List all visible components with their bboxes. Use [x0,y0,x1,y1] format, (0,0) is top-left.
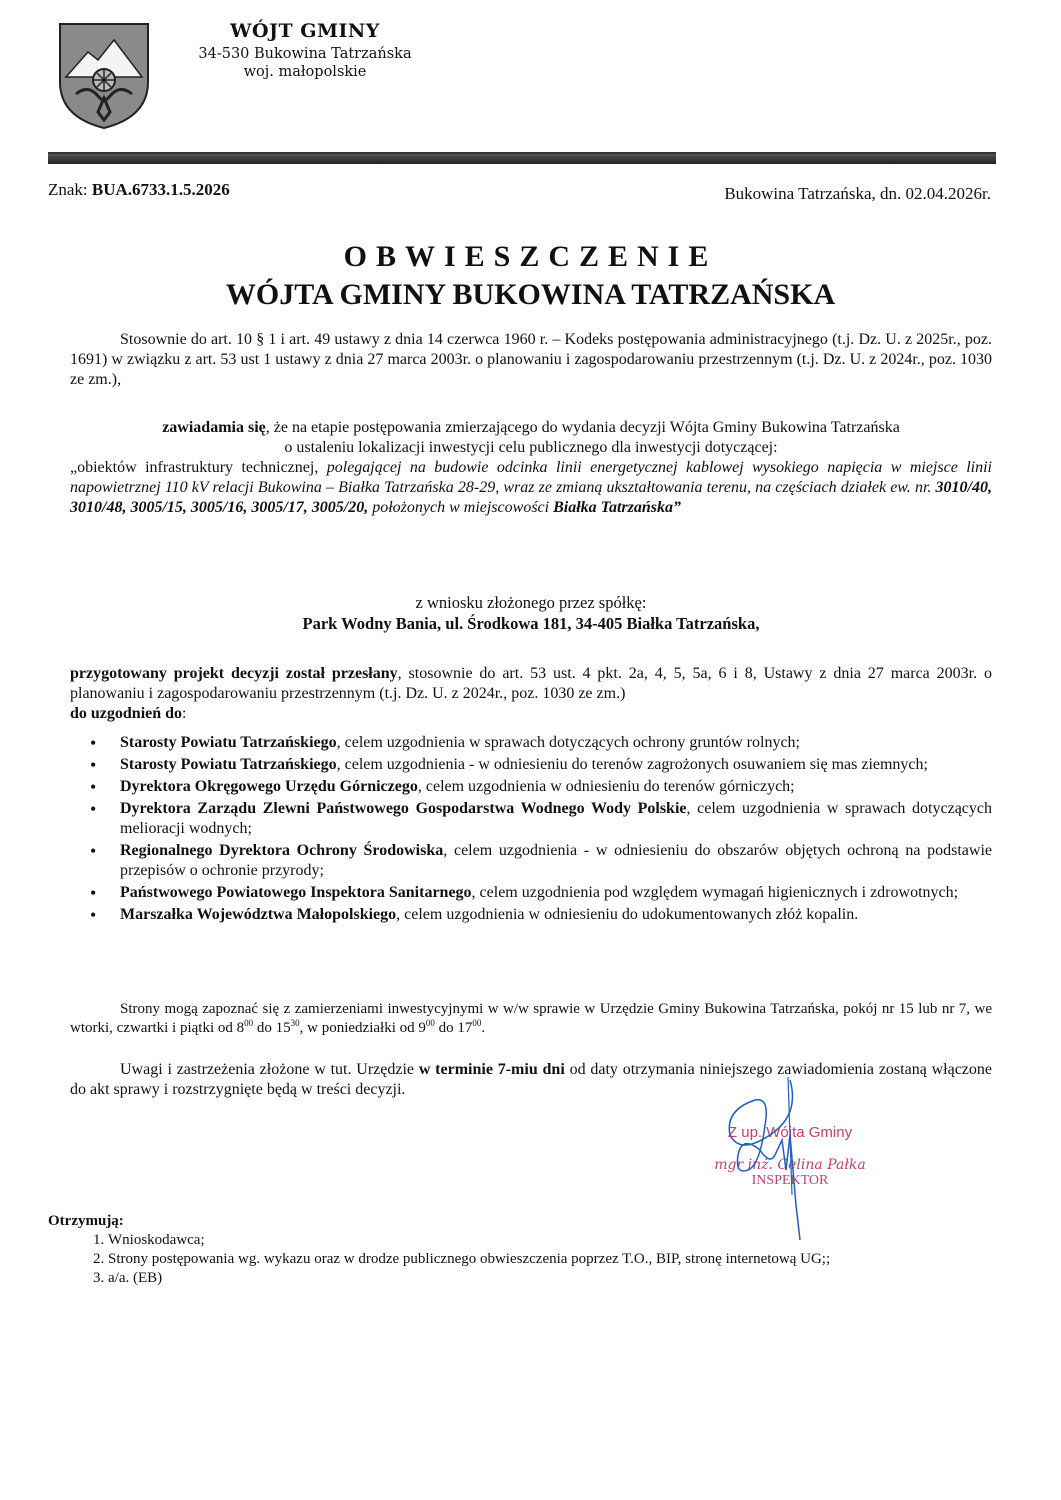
distribution-list [48,1212,830,1288]
recipient-purpose: , celem uzgodnienia w sprawach dotyczących ochrony gruntów rolnych; [336,734,800,751]
investment-description [70,458,992,518]
applicant-section [70,592,992,634]
title-line-2: WÓJTA GMINY BUKOWINA TATRZAŃSKA [225,278,836,311]
list-item [70,733,992,753]
hours-text: do 17 [434,1020,473,1036]
stamp-line-3: INSPEKTOR [751,1173,829,1188]
parcel-numbers: 3010/40, 3010/48, 3005/15, 3005/16, 3005/17, 3005/20, [70,479,992,516]
list-item [70,755,992,775]
applicant-name: Park Wodny Bania, ul. Środkowa 181, 34-405 Białka Tatrzańska, [302,614,760,633]
list-item [70,799,992,839]
recipient-name: Dyrektora Zarządu Zlewni Państwowego Gospodarstwa Wodnego Wody Polskie [120,800,687,817]
recipient-name: Dyrektora Okręgowego Urzędu Górniczego [120,778,418,795]
notice-bold: zawiadamia się [162,419,266,436]
remarks-text: od daty otrzymania niniejszego zawiadomienia zostaną włączone do akt sprawy i rozstrzygnięte będą w treści decyzji. [70,1061,993,1098]
recipient-name: Państwowego Powiatowego Inspektora Sanitarnego [120,884,472,901]
list-item: 3. a/a. (EB) [108,1269,830,1288]
reference-number [48,180,230,200]
notice-section [70,418,992,518]
list-item: 1. Wnioskodawca; [108,1231,830,1250]
list-item [70,905,992,925]
recipient-name: Starosty Powiatu Tatrzańskiego [120,756,337,773]
intro-paragraph: Stosownie do art. 10 § 1 i art. 49 ustawy z dnia 14 czerwca 1960 r. – Kodeks postępowania administracyjnego (t.j. Dz. U. z 2025r., poz. 1691) w związku z art. 53 ust 1 ustawy z dnia 27 marca 2003r. o planowaniu i zagospodarowaniu przestrzennym (t.j. Dz. U. z 2024r., poz. 1030 ze zm.), [70,331,992,388]
located-text: położonych w miejscowości [368,499,554,516]
hours-sup: 30 [290,1018,300,1028]
hours-sup: 00 [472,1018,482,1028]
remarks-paragraph [70,1060,992,1100]
recipient-purpose: , celem uzgodnienia w odniesieniu do terenów górniczych; [417,778,795,795]
header-divider [48,152,996,164]
office-name: WÓJT GMINY [230,20,380,42]
recipient-purpose: , celem uzgodnienia w sprawach dotyczących melioracji wodnych; [120,800,993,837]
recipient-name: Regionalnego Dyrektora Ochrony Środowiska [120,842,444,859]
hours-sup: 00 [425,1018,435,1028]
sent-paragraph [70,664,992,724]
recipient-purpose: , celem uzgodnienia w odniesieniu do udokumentowanych złóż kopalin. [396,906,859,923]
title-line-1: OBWIESZCZENIE [343,240,718,273]
recipient-name: Starosty Powiatu Tatrzańskiego [120,734,337,751]
quote-italic: polegającej na budowie odcinka linii energetycznej kablowej wysokiego napięcia w miejsce linii napowietrznej 110 kV relacji Bukowina – Białka Tatrzańska 28-29, wraz ze zmianą ukształtowania terenu, na częściach działek ew. nr. [70,459,993,496]
recipients-list [70,733,992,927]
quote-plain: „obiektów infrastruktury technicznej, [70,459,327,476]
hours-sup: 00 [244,1018,254,1028]
sent-colon: : [182,705,187,722]
locality: Białka Tatrzańska” [553,499,681,516]
recipient-purpose: , celem uzgodnienia pod względem wymagań higienicznych i zdrowotnych; [471,884,959,901]
sent-text: , stosownie do art. 53 ust. 4 pkt. 2a, 4, 5, 5a, 6 i 8, Ustawy z dnia 27 marca 2003r. o planowaniu i zagospodarowaniu przestrzennym (t.j. Dz. U. z 2024r., poz. 1030 ze zm.) [70,665,992,702]
remarks-deadline: w terminie 7-miu dni [418,1061,565,1078]
remarks-text: Uwagi i zastrzeżenia złożone w tut. Urzędzie [120,1061,419,1078]
list-item: 2. Strony postępowania wg. wykazu oraz w drodze publicznego obwieszczenia poprzez T.O., BIP, stronę internetową UG;; [108,1250,830,1269]
hours-text: Strony mogą zapoznać się z zamierzeniami inwestycyjnymi w w/w sprawie w Urzędzie Gminy Bukowina Tatrzańska, pokój nr 15 lub nr 7, we wtorki, czwartki i piątki od 8 [70,1001,992,1036]
notice-line-1: , że na etapie postępowania zmierzającego do wydania decyzji Wójta Gminy Bukowina Tatrzańska [265,419,900,436]
distribution-title: Otrzymują: [48,1213,124,1229]
applicant-intro: z wniosku złożonego przez spółkę: [415,593,647,612]
sent-to: do uzgodnień do [70,705,183,722]
document-title [0,238,1061,314]
reference-label: Znak: [48,180,88,199]
sent-bold: przygotowany projekt decyzji został przesłany [70,665,398,682]
recipient-purpose: , celem uzgodnienia - w odniesieniu do terenów zagrożonych osuwaniem się mas ziemnych; [336,756,928,773]
place-date: Bukowina Tatrzańska, dn. 02.04.2026r. [724,184,991,203]
notice-line-2: o ustaleniu lokalizacji inwestycji celu publicznego dla inwestycji dotyczącej: [284,439,778,456]
hours-text: do 15 [253,1020,291,1036]
list-item [70,883,992,903]
office-region: woj. małopolskie [243,64,367,80]
list-item [70,777,992,797]
list-item [70,841,992,881]
hours-paragraph [70,1000,992,1038]
reference-value: BUA.6733.1.5.2026 [91,180,230,199]
coat-of-arms-icon [58,22,150,130]
office-address: 34-530 Bukowina Tatrzańska [198,46,412,62]
stamp-line-1: Z up. Wójta Gminy [727,1124,853,1141]
hours-text: , w poniedziałki od 9 [299,1020,426,1036]
stamp-line-2: mgr inż. Celina Pałka [714,1157,866,1173]
hours-text: . [481,1020,486,1036]
recipient-name: Marszałka Województwa Małopolskiego [120,906,397,923]
office-header [180,20,430,80]
recipient-purpose: , celem uzgodnienia - w odniesieniu do obszarów objętych ochroną na podstawie przepisów o ochronie przyrody; [120,842,993,879]
